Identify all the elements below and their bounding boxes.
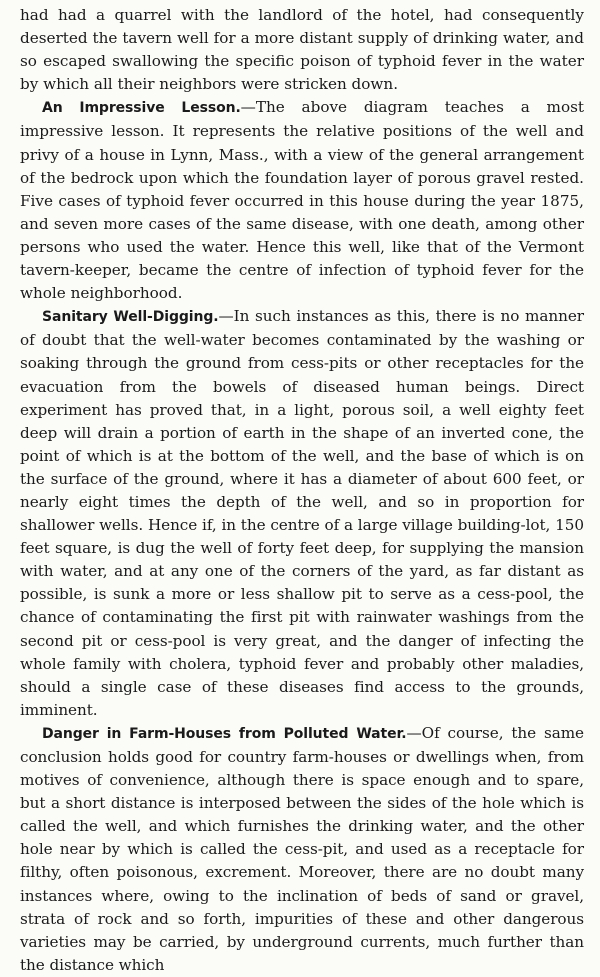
paragraph-continuation <box>20 4 584 96</box>
paragraph-text: —Of course, the same conclusion holds good for country farm-houses or dwellings when, from motives of convenience, although there is space enough and to spare, but a short distance is interposed between the sides of the hole which is called the well, and which furnishes the drinking water, and the other hole near by which is called the cess-pit, and used as a receptacle for filthy, often poisonous, excrement. Moreover, there are no doubt many instances where, owing to the inclination of beds of sand or gravel, strata of rock and so forth, impurities of these and other dangerous varieties may be carried, by underground currents, much further than the distance which <box>20 723 584 974</box>
section-heading: Sanitary Well-Digging. <box>42 309 219 326</box>
paragraph-text: —In such instances as this, there is no manner of doubt that the well-water becomes contaminated by the washing or soaking through the ground from cess-pits or other receptacles for the evacuation from the bowels of diseased human beings. Direct experiment has proved that, in a light, porous soil, a well eighty feet deep will drain a portion of earth in the shape of an inverted cone, the point of which is at the bottom of the well, and the base of which is on the surface of the ground, where it has a diameter of about 600 feet, or nearly eight times the depth of the well, and so in proportion for shallower wells. Hence if, in the centre of a large village building-lot, 150 feet square, is dug the well of forty feet deep, for supplying the mansion with water, and at any one of the corners of the yard, as far distant as possible, is sunk a more or less shallow pit to serve as a cess-pool, the chance of contaminating the first pit with rainwater washings from the second pit or cess-pool is very great, and the danger of infecting the whole family with cholera, typhoid fever and probably other maladies, should a single case of these diseases find access to the grounds, imminent. <box>20 307 584 719</box>
paragraph-sanitary-well-digging <box>20 305 584 722</box>
paragraph-impressive-lesson <box>20 96 584 305</box>
paragraph-text: had had a quarrel with the landlord of the hotel, had consequently deserted the tavern well for a more distant supply of drinking water, and so escaped swallowing the specific poison of typhoid fever in the water by which all their neighbors were stricken down. <box>20 6 584 94</box>
section-heading: Danger in Farm-Houses from Polluted Water. <box>42 725 407 742</box>
paragraph-text: —The above diagram teaches a most impressive lesson. It represents the relative positions of the well and privy of a house in Lynn, Mass., with a view of the general arrangement of the bedrock upon which the foundation layer of porous gravel rested. Five cases of typhoid fever occurred in this house during the year 1875, and seven more cases of the same disease, with one death, among other persons who used the water. Hence this well, like that of the Vermont tavern-keeper, became the centre of infection of typhoid fever for the whole neighborhood. <box>20 98 584 303</box>
section-heading: An Impressive Lesson. <box>42 100 241 117</box>
paragraph-farm-houses <box>20 722 584 977</box>
